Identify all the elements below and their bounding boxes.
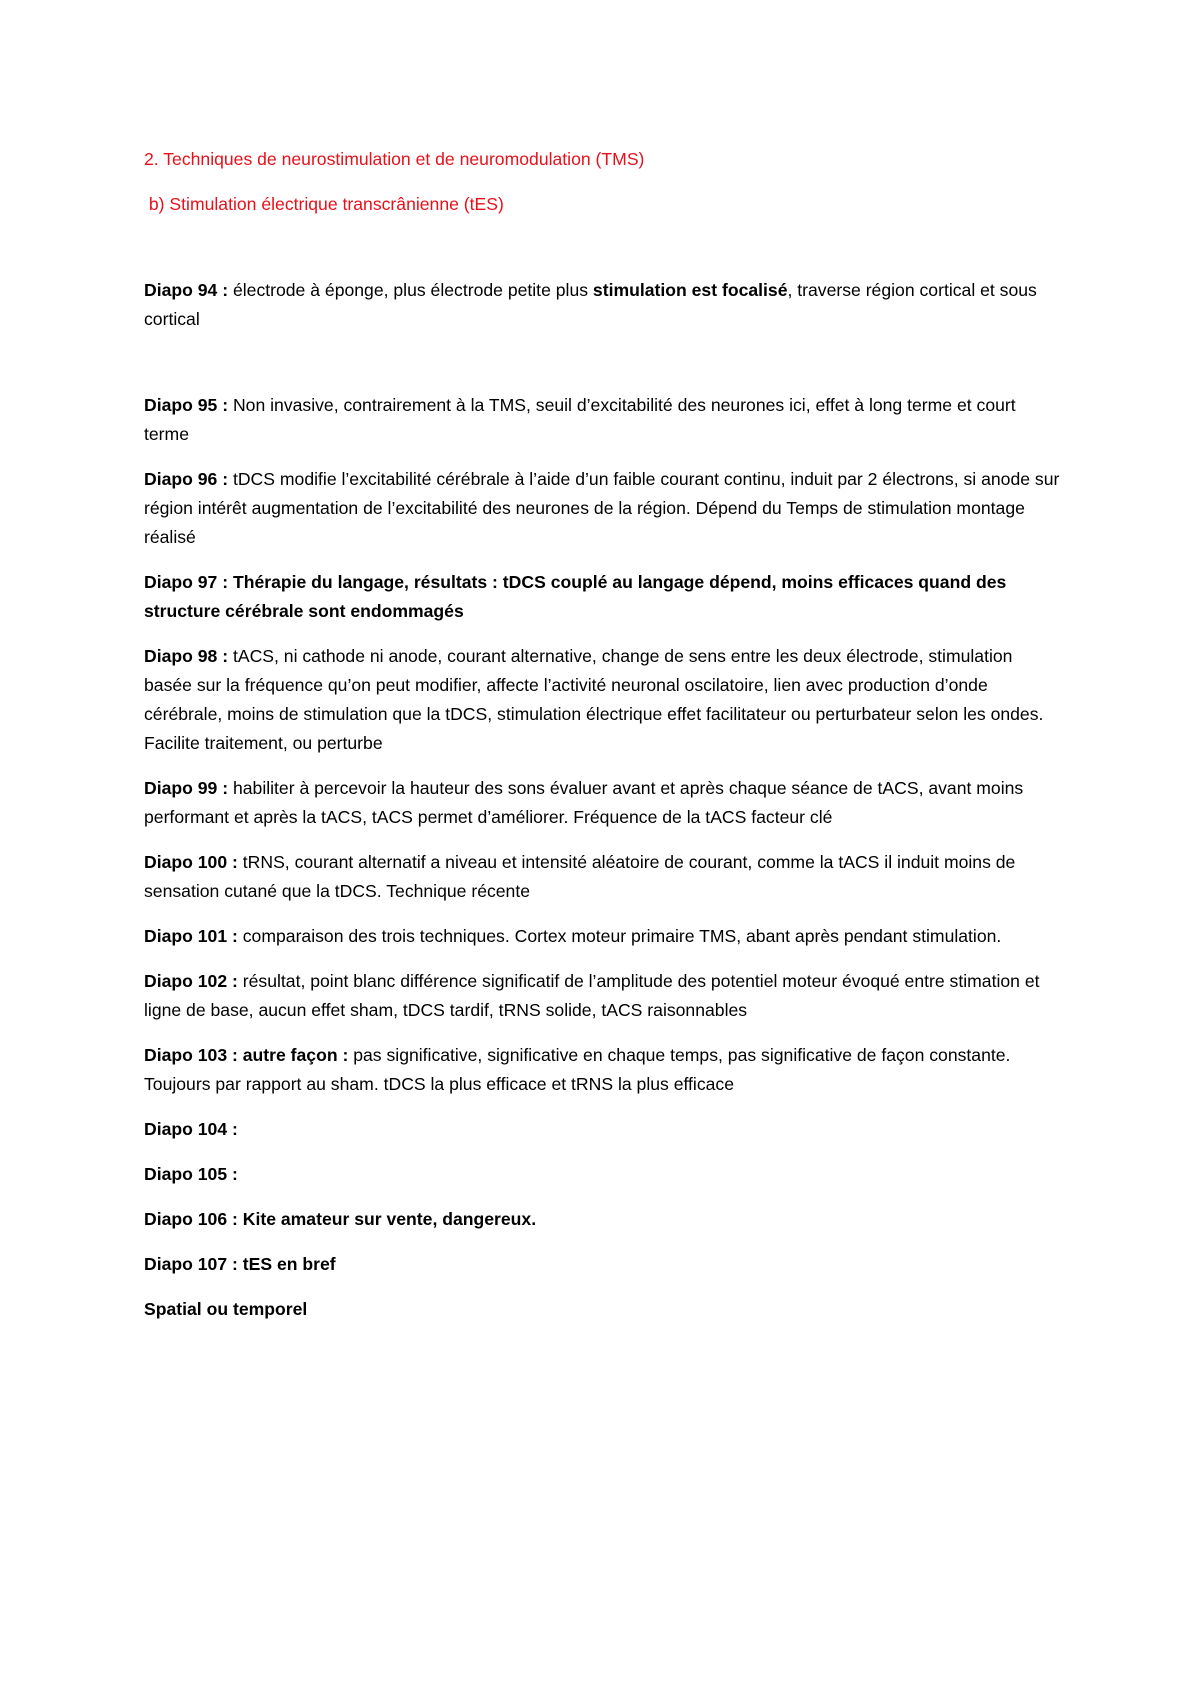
slide-label: Diapo 100 : [144, 852, 238, 872]
slide-label: Diapo 106 : Kite amateur sur vente, dangereux. [144, 1209, 537, 1229]
paragraph-diapo-100 [144, 848, 1064, 906]
paragraph-text: pas significative, significative en chaque temps, pas significative de façon constante. Toujours par rapport au sham. tDCS la plus efficace et tRNS la plus efficace [144, 1045, 1011, 1094]
section-heading: 2. Techniques de neurostimulation et de neuromodulation (TMS) [144, 149, 645, 169]
slide-label: Diapo 98 : [144, 646, 229, 666]
slide-label: Diapo 96 : [144, 469, 229, 489]
paragraph-diapo-102 [144, 967, 1064, 1025]
paragraph-diapo-101 [144, 922, 1064, 951]
paragraph-diapo-95 [144, 391, 1064, 449]
paragraph-diapo-104 [144, 1115, 1064, 1144]
slide-label: Diapo 97 : Thérapie du langage, résultats : tDCS couplé au langage dépend, moins efficaces quand des structure cérébrale sont endommagés [144, 572, 1007, 621]
paragraph-text: habiliter à percevoir la hauteur des sons évaluer avant et après chaque séance de tACS, avant moins performant et après la tACS, tACS permet d’améliorer. Fréquence de la tACS facteur clé [144, 778, 1024, 827]
subsection-heading: b) Stimulation électrique transcrânienne (tES) [144, 194, 504, 214]
slide-label: Diapo 107 : tES en bref [144, 1254, 336, 1274]
paragraph-text: électrode à éponge, plus électrode petite plus [228, 280, 593, 300]
paragraph-diapo-103 [144, 1041, 1064, 1099]
paragraph-diapo-97 [144, 568, 1064, 626]
slide-label: Diapo 102 : [144, 971, 238, 991]
paragraph-text: tDCS modifie l’excitabilité cérébrale à l’aide d’un faible courant continu, induit par 2 électrons, si anode sur région intérêt augmentation de l’excitabilité des neurones de la région. Dépend du Temps de stimulation montage réalisé [144, 469, 1060, 547]
paragraph-diapo-107 [144, 1250, 1064, 1279]
paragraph-diapo-106 [144, 1205, 1064, 1234]
paragraph-text: Non invasive, contrairement à la TMS, seuil d’excitabilité des neurones ici, effet à long terme et court terme [144, 395, 1016, 444]
slide-label: Diapo 103 : autre façon : [144, 1045, 349, 1065]
paragraph-text: , traverse région cortical et sous cortical [144, 280, 1037, 329]
paragraph-diapo-105 [144, 1160, 1064, 1189]
paragraph-text: tACS, ni cathode ni anode, courant alternative, change de sens entre les deux électrode, stimulation basée sur la fréquence qu’on peut modifier, affecte l’activité neuronal oscilatoire, lien avec production d’onde cérébrale, moins de stimulation que la tDCS, stimulation électrique effet facilitateur ou perturbateur selon les ondes. Facilite traitement, ou perturbe [144, 646, 1044, 753]
document-body [144, 145, 1064, 1340]
closing-line: Spatial ou temporel [144, 1299, 308, 1319]
paragraph-text: résultat, point blanc différence significatif de l’amplitude des potentiel moteur évoqué entre stimation et ligne de base, aucun effet sham, tDCS tardif, tRNS solide, tACS raisonnables [144, 971, 1040, 1020]
slide-label: Diapo 95 : [144, 395, 229, 415]
slide-label: Diapo 94 : [144, 280, 229, 300]
paragraph-diapo-98 [144, 642, 1064, 758]
paragraph-text: tRNS, courant alternatif a niveau et intensité aléatoire de courant, comme la tACS il induit moins de sensation cutané que la tDCS. Technique récente [144, 852, 1016, 901]
bold-phrase: stimulation est focalisé [592, 280, 788, 300]
slide-label: Diapo 99 : [144, 778, 229, 798]
slide-label: Diapo 101 : [144, 926, 238, 946]
slide-label: Diapo 104 : [144, 1119, 238, 1139]
paragraph-diapo-96 [144, 465, 1064, 552]
paragraph-closing [144, 1295, 1064, 1324]
slide-label: Diapo 105 : [144, 1164, 238, 1184]
paragraph-diapo-99 [144, 774, 1064, 832]
paragraph-diapo-94 [144, 276, 1064, 334]
paragraph-text: comparaison des trois techniques. Cortex moteur primaire TMS, abant après pendant stimulation. [237, 926, 1002, 946]
